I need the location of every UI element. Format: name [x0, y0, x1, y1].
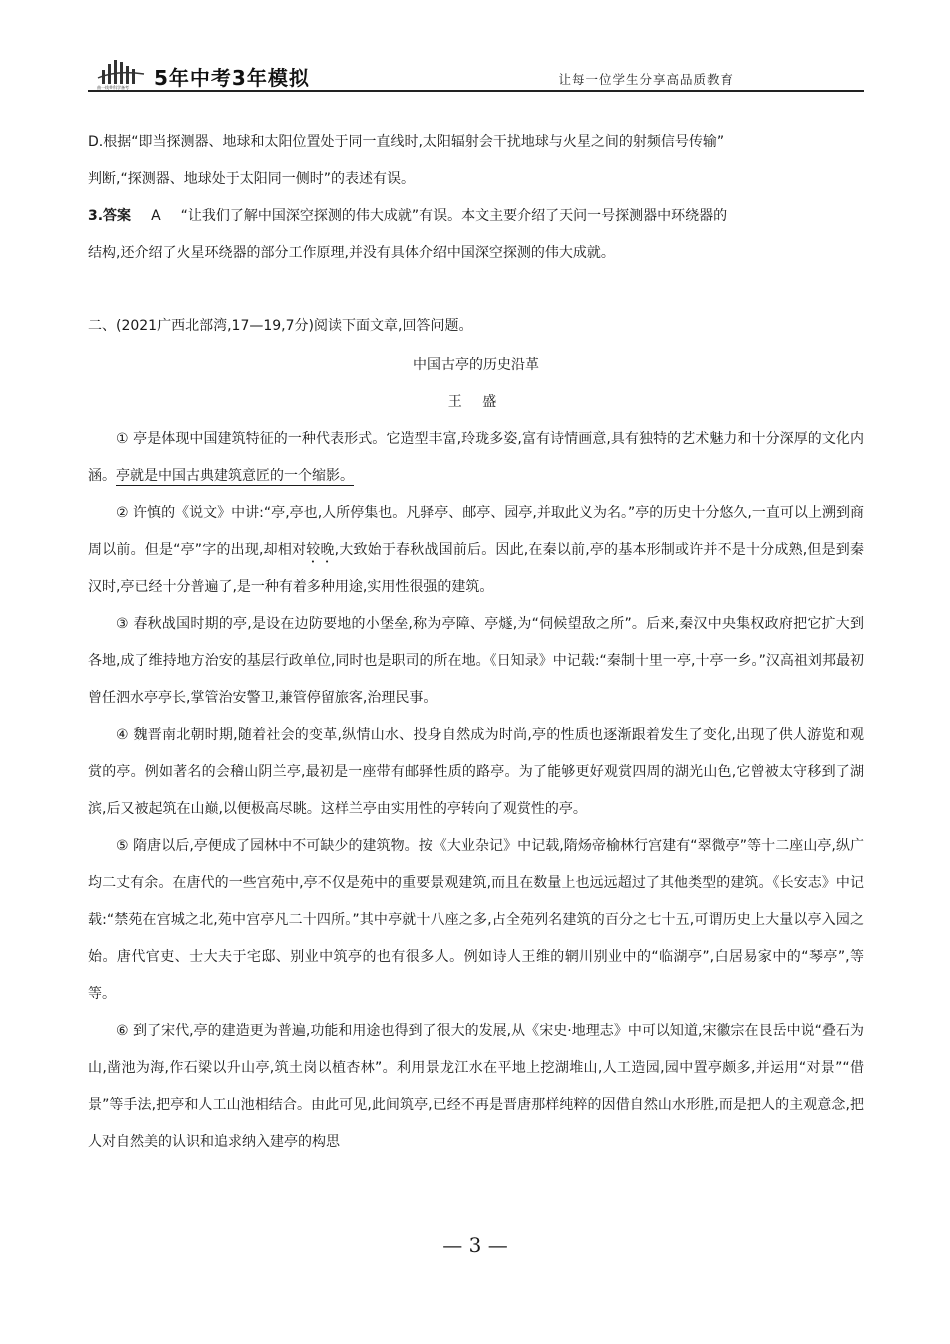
dotted-word: 较晚: [306, 542, 335, 558]
option-d-line-2: 判断,“探测器、地球处于太阳同一侧时”的表述有误。: [88, 171, 415, 187]
brand-title: 5年中考3年模拟: [154, 66, 310, 90]
paragraph-4: ④ 魏晋南北朝时期,随着社会的变革,纵情山水、投身自然成为时尚,亭的性质也逐渐跟着发生了变化,出现了供人游览和观赏的亭。例如著名的会稽山阴兰亭,最初是一座带有邮驿性质的路亭。为了能够更好观赏四周的湖光山色,它曾被太守移到了湖滨,后又被起筑在山巅,以便极高尽眺。这样兰亭由实用性的亭转向了观赏性的亭。: [88, 727, 864, 817]
brand-slogan: 让每一位学生分享高品质教育: [558, 72, 734, 87]
paragraph-5: ⑤ 隋唐以后,亭便成了园林中不可缺少的建筑物。按《大业杂记》中记载,隋炀帝榆林行宫建有“翠微亭”等十二座山亭,纵广均二丈有余。在唐代的一些宫苑中,亭不仅是苑中的重要景观建筑,而且在数量上也远远超过了其他类型的建筑。《长安志》中记载:“禁苑在宫城之北,苑中宫亭凡二十四所。”其中亭就十八座之多,占全苑列名建筑的百分之七十五,可谓历史上大量以亭入园之始。唐代官吏、士大夫于宅邸、别业中筑亭的也有很多人。例如诗人王维的辋川别业中的“临湖亭”,白居易家中的“琴亭”,等等。: [88, 838, 864, 1002]
page-content: [88, 124, 864, 1161]
paragraph-6: ⑥ 到了宋代,亭的建造更为普遍,功能和用途也得到了很大的发展,从《宋史·地理志》中可以知道,宋徽宗在艮岳中说“叠石为山,凿池为海,作石梁以升山亭,筑土岗以植杏林”。利用景龙江水在平地上挖湖堆山,人工造园,园中置亭颇多,并运用“对景”“借景”等手法,把亭和人工山池相结合。由此可见,此间筑亭,已经不再是晋唐那样纯粹的因借自然山水形胜,而是把人的主观意念,把人对自然美的认识和追求纳入建亭的构思: [88, 1023, 864, 1150]
paragraph-1-text: ① 亭是体现中国建筑特征的一种代表形式。它造型丰富,玲珑多姿,富有诗情画意,具有独特的艺术魅力和十分深厚的文化内涵。: [88, 431, 864, 484]
page-header: [88, 52, 864, 92]
article-title: 中国古亭的历史沿革: [413, 357, 539, 373]
answer-letter: A: [151, 208, 161, 224]
section-2-heading: 二、(2021广西北部湾,17—19,7分)阅读下面文章,回答问题。: [88, 318, 473, 334]
answer-label: 3.答案: [88, 208, 132, 224]
paragraph-2-text-a: ② 许慎的《说文》中讲:“亭,亭也,人所停集也。凡驿亭、邮亭、园亭,并取此义为名。”亭的历史十分悠久,一直可以上溯到商周以前。但是“亭”字的出现,却相对: [88, 505, 864, 558]
article-author: 王 盛: [447, 394, 505, 410]
underlined-sentence: 亭就是中国古典建筑意匠的一个缩影。: [116, 468, 354, 484]
paragraph-3: ③ 春秋战国时期的亭,是设在边防要地的小堡垒,称为亭障、亭燧,为“伺候望敌之所”。后来,秦汉中央集权政府把它扩大到各地,成了维持地方治安的基层行政单位,同时也是职司的所在地。《日知录》中记载:“秦制十里一亭,十亭一乡。”汉高祖刘邦最初曾任泗水亭亭长,掌管治安警卫,兼管停留旅客,治理民事。: [88, 616, 864, 706]
answer-3-continued: 结构,还介绍了火星环绕器的部分工作原理,并没有具体介绍中国深空探测的伟大成就。: [88, 245, 615, 261]
answer-3: [88, 198, 864, 235]
option-d-line: D.根据“即当探测器、地球和太阳位置处于同一直线时,太阳辐射会干扰地球与火星之间的射频信号传输”: [88, 134, 725, 150]
answer-text: “让我们了解中国深空探测的伟大成就”有误。本文主要介绍了天问一号探测器中环绕器的: [180, 208, 728, 224]
paragraph-1: [88, 421, 864, 495]
logo-icon: [96, 56, 146, 90]
paragraph-2: [88, 495, 864, 606]
page-number: — 3 —: [442, 1233, 508, 1257]
header-divider: [88, 90, 864, 92]
paragraph-2-text-b: ,大致始于春秋战国前后。因此,在秦以前,亭的基本形制或许并不是十分成熟,但是到秦汉时,亭已经十分普遍了,是一种有着多种用途,实用性很强的建筑。: [88, 542, 864, 595]
spacer: [88, 272, 864, 308]
logo-caption: 曲一线®科学备考: [97, 85, 129, 90]
